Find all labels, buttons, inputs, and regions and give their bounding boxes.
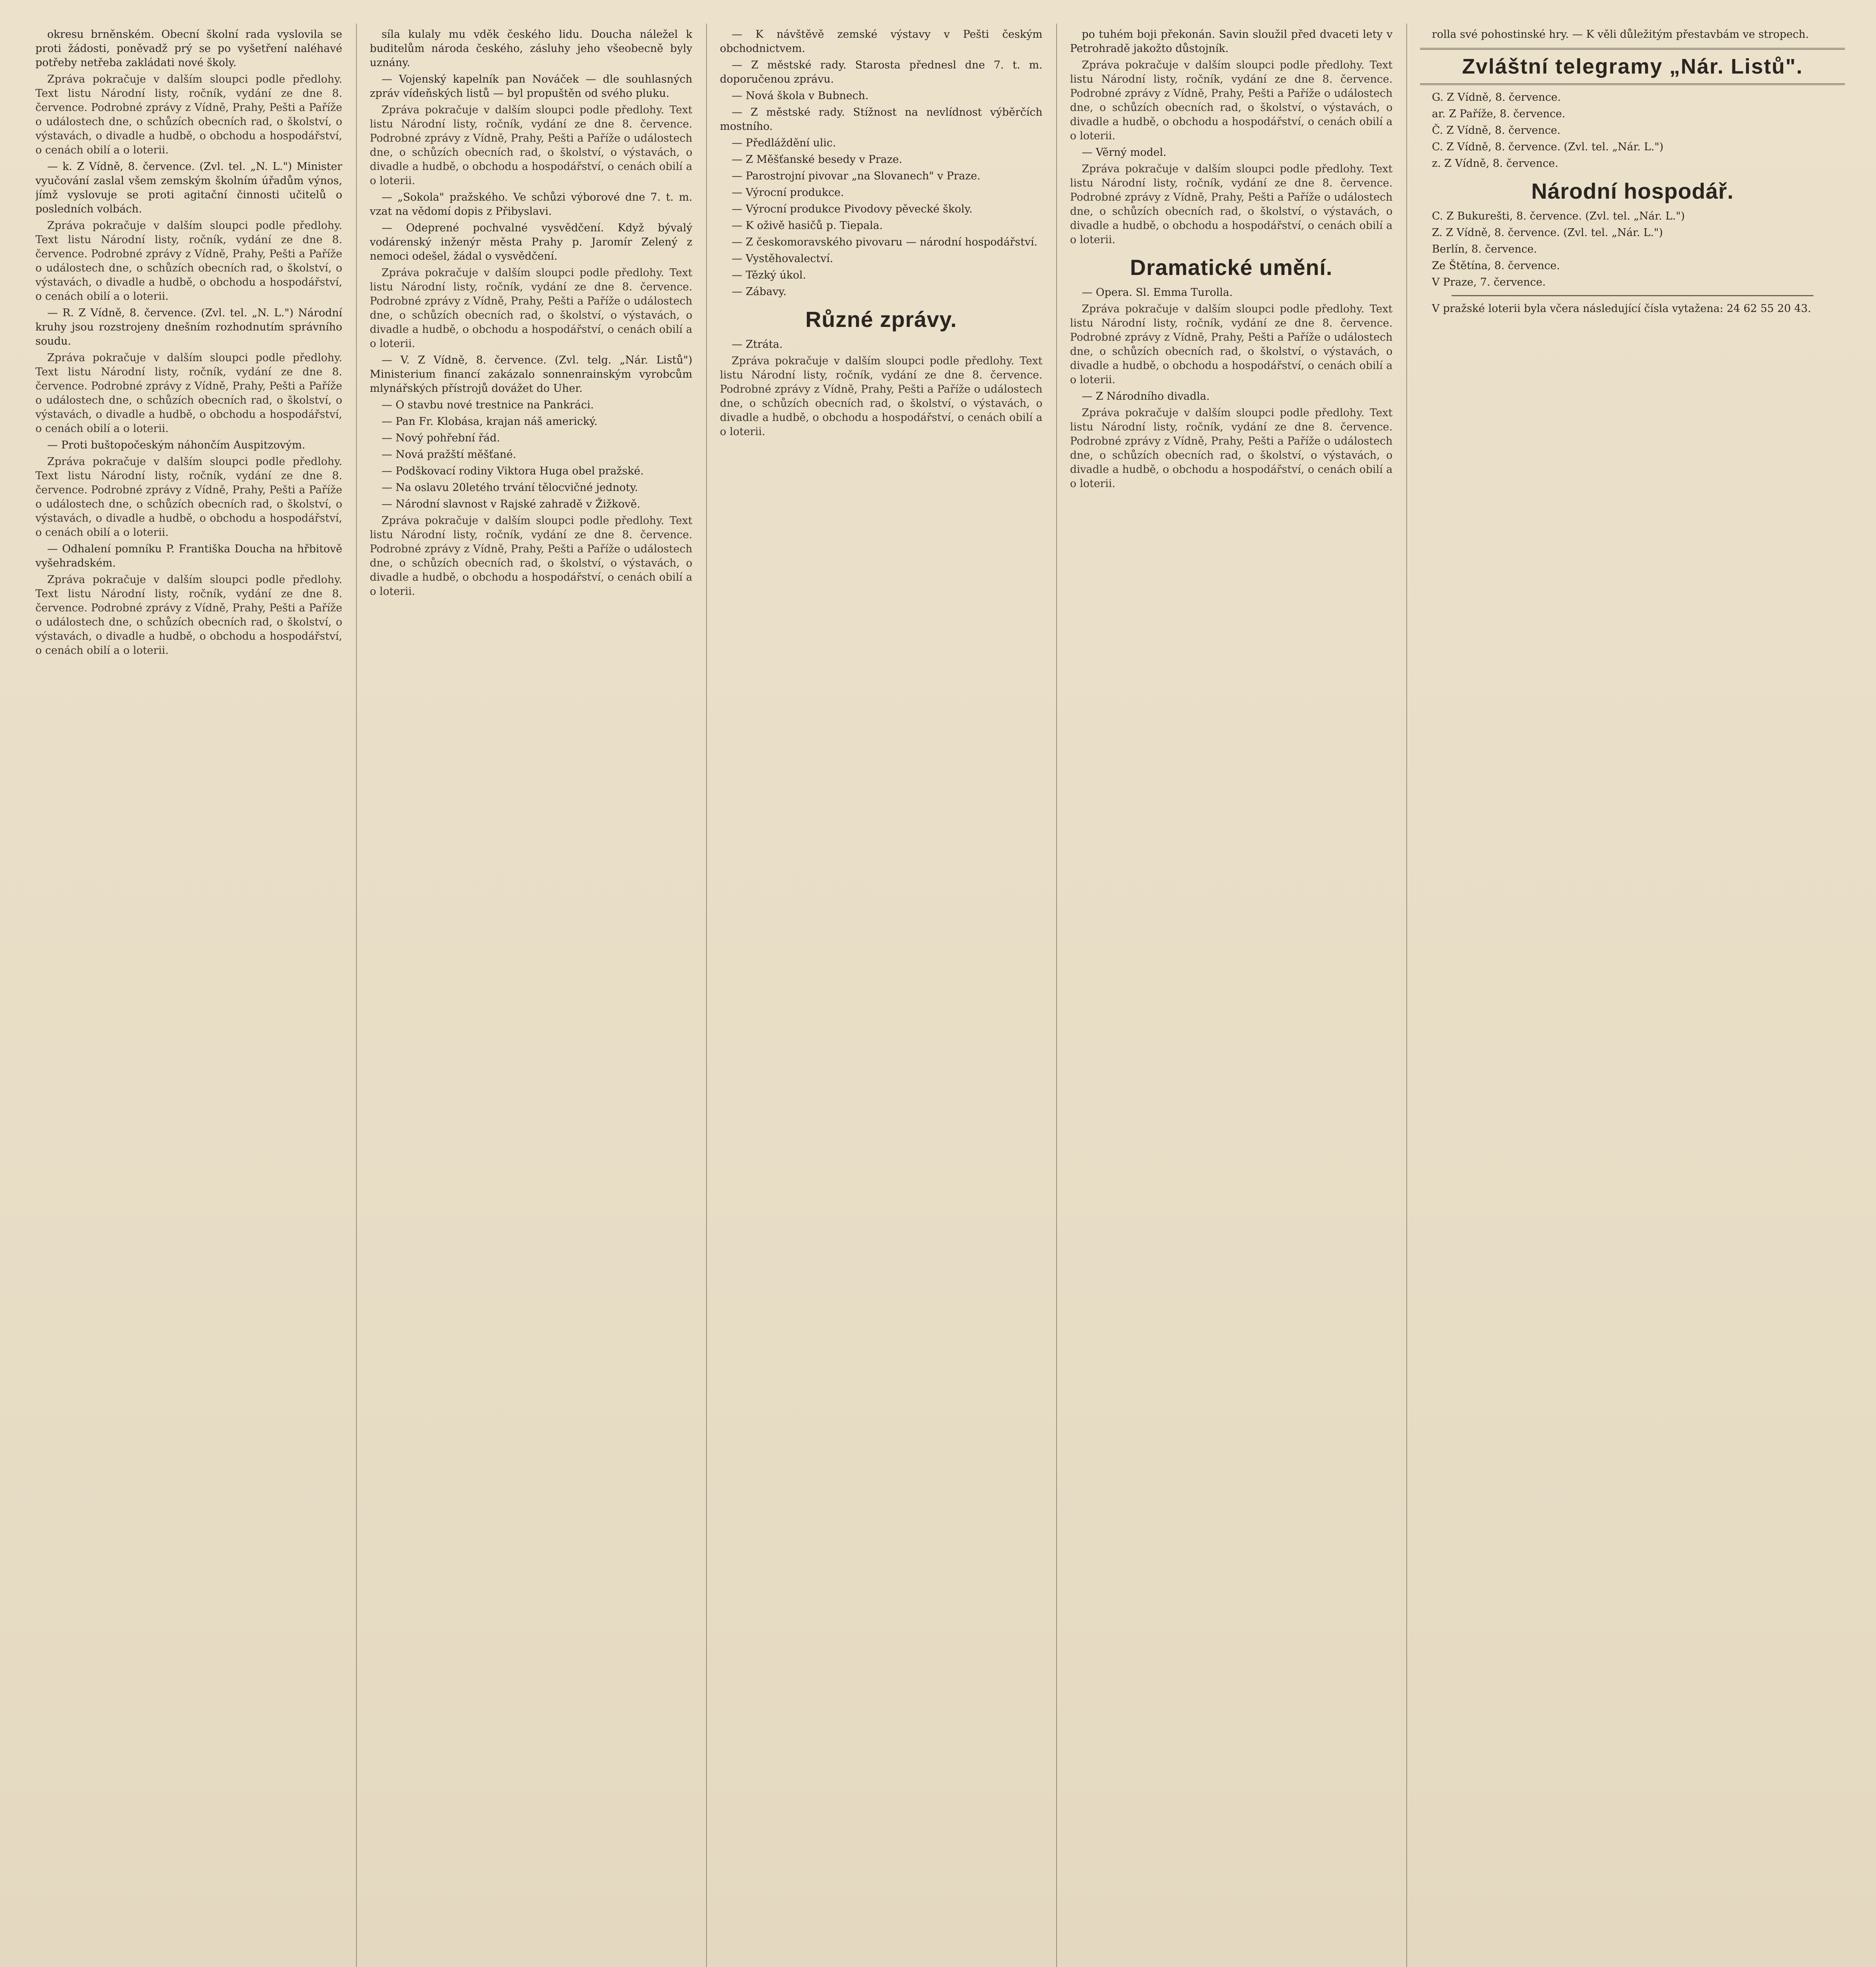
section-divider xyxy=(1452,295,1813,296)
article-paragraph: — Vystěhovalectví. xyxy=(732,253,833,265)
article-paragraph: rolla své pohostinské hry. — K věli důležitým přestavbám ve stropech. xyxy=(1432,28,1809,41)
section-title: Různé zprávy. xyxy=(805,307,957,332)
article-paragraph: — Předláždění ulic. xyxy=(732,137,836,149)
article-paragraph: — Z Měšťanské besedy v Praze. xyxy=(732,153,902,166)
column-rule xyxy=(356,24,357,1967)
article-paragraph: Zpráva pokračuje v dalším sloupci podle předlohy. Text listu Národní listy, ročník, vydání ze dne 8. července. Podrobné zprávy z Vídně, Prahy, Pešti a Paříže o událostech dne, o schůzích obecních rad, o školství, o výstavách, o divadle a hudbě, o obchodu a hospodářství, o cenách obilí a o loterii. xyxy=(1070,407,1393,490)
section-heading-art xyxy=(1070,254,1393,281)
article-paragraph: — Nová pražští měšťané. xyxy=(382,448,516,461)
text-column-1 xyxy=(35,28,342,1967)
article-paragraph: Zpráva pokračuje v dalším sloupci podle předlohy. Text listu Národní listy, ročník, vydání ze dne 8. července. Podrobné zprávy z Vídně, Prahy, Pešti a Paříže o událostech dne, o schůzích obecních rad, o školství, o výstavách, o divadle a hudbě, o obchodu a hospodářství, o cenách obilí a o loterii. xyxy=(35,352,342,435)
article-paragraph: Zpráva pokračuje v dalším sloupci podle předlohy. Text listu Národní listy, ročník, vydání ze dne 8. července. Podrobné zprávy z Vídně, Prahy, Pešti a Paříže o událostech dne, o schůzích obecních rad, o školství, o výstavách, o divadle a hudbě, o obchodu a hospodářství, o cenách obilí a o loterii. xyxy=(35,456,342,539)
article-paragraph: — Zábavy. xyxy=(732,286,787,298)
section-title: Zvláštní telegramy „Nár. Listů". xyxy=(1462,55,1803,78)
text-column-3 xyxy=(720,28,1042,1967)
article-paragraph: C. Z Bukurešti, 8. července. (Zvl. tel. „Nár. L.") xyxy=(1432,210,1685,222)
column-rule xyxy=(1056,24,1057,1967)
article-paragraph: — Národní slavnost v Rajské zahradě v Žižkově. xyxy=(382,498,640,510)
article-paragraph: — Z Národního divadla. xyxy=(1082,390,1210,402)
article-paragraph: Zpráva pokračuje v dalším sloupci podle předlohy. Text listu Národní listy, ročník, vydání ze dne 8. července. Podrobné zprávy z Vídně, Prahy, Pešti a Paříže o událostech dne, o schůzích obecních rad, o školství, o výstavách, o divadle a hudbě, o obchodu a hospodářství, o cenách obilí a o loterii. xyxy=(720,355,1042,438)
article-paragraph: — Proti buštopočeským náhončím Auspitzovým. xyxy=(47,439,306,451)
section-heading-news xyxy=(720,306,1042,333)
article-paragraph: — Podškovací rodiny Viktora Huga obel pražské. xyxy=(382,465,644,477)
article-paragraph: — Vojenský kapelník pan Nováček — dle souhlasných zpráv vídeňských listů — byl propuštěn od svého pluku. xyxy=(370,73,692,100)
article-paragraph: — Věrný model. xyxy=(1082,146,1167,159)
article-paragraph: — O stavbu nové trestnice na Pankráci. xyxy=(382,399,594,411)
article-paragraph: — Tězký úkol. xyxy=(732,269,806,281)
article-paragraph: Zpráva pokračuje v dalším sloupci podle předlohy. Text listu Národní listy, ročník, vydání ze dne 8. července. Podrobné zprávy z Vídně, Prahy, Pešti a Paříže o událostech dne, o schůzích obecních rad, o školství, o výstavách, o divadle a hudbě, o obchodu a hospodářství, o cenách obilí a o loterii. xyxy=(35,574,342,657)
article-paragraph: C. Z Vídně, 8. července. (Zvl. tel. „Nár. L.") xyxy=(1432,141,1664,153)
article-paragraph: — Ztráta. xyxy=(732,338,783,351)
article-paragraph: Berlín, 8. července. xyxy=(1432,243,1537,255)
article-paragraph: — K návštěvě zemské výstavy v Pešti českým obchodnictvem. xyxy=(720,28,1042,55)
section-title: Dramatické umění. xyxy=(1130,255,1333,280)
article-paragraph: Zpráva pokračuje v dalším sloupci podle předlohy. Text listu Národní listy, ročník, vydání ze dne 8. července. Podrobné zprávy z Vídně, Prahy, Pešti a Paříže o událostech dne, o schůzích obecních rad, o školství, o výstavách, o divadle a hudbě, o obchodu a hospodářství, o cenách obilí a o loterii. xyxy=(1070,303,1393,386)
article-paragraph: — „Sokola" pražského. Ve schůzi výborové dne 7. t. m. vzat na vědomí dopis z Přibyslavi. xyxy=(370,191,692,218)
article-paragraph: — Z českomoravského pivovaru — národní hospodářství. xyxy=(732,236,1038,248)
article-paragraph: Zpráva pokračuje v dalším sloupci podle předlohy. Text listu Národní listy, ročník, vydání ze dne 8. července. Podrobné zprávy z Vídně, Prahy, Pešti a Paříže o událostech dne, o schůzích obecních rad, o školství, o výstavách, o divadle a hudbě, o obchodu a hospodářství, o cenách obilí a o loterii. xyxy=(1070,163,1393,246)
article-paragraph: Zpráva pokračuje v dalším sloupci podle předlohy. Text listu Národní listy, ročník, vydání ze dne 8. července. Podrobné zprávy z Vídně, Prahy, Pešti a Paříže o událostech dne, o schůzích obecních rad, o školství, o výstavách, o divadle a hudbě, o obchodu a hospodářství, o cenách obilí a o loterii. xyxy=(370,267,692,350)
article-paragraph: V pražské loterii byla včera následující čísla vytažena: 24 62 55 20 43. xyxy=(1432,303,1811,315)
column-rule xyxy=(706,24,707,1967)
article-paragraph: — k. Z Vídně, 8. července. (Zvl. tel. „N. L.") Minister vyučování zaslal všem zemským školním úřadům výnos, jímž vyslovuje se proti agitační činnosti učitelů o posledních volbách. xyxy=(35,161,342,215)
article-paragraph: — K oživě hasičů p. Tiepala. xyxy=(732,220,883,232)
section-heading-economy xyxy=(1420,178,1845,205)
article-paragraph: po tuhém boji překonán. Savin sloužil před dvaceti lety v Petrohradě jakožto důstojník. xyxy=(1070,28,1393,55)
article-paragraph: Zpráva pokračuje v dalším sloupci podle předlohy. Text listu Národní listy, ročník, vydání ze dne 8. července. Podrobné zprávy z Vídně, Prahy, Pešti a Paříže o událostech dne, o schůzích obecních rad, o školství, o výstavách, o divadle a hudbě, o obchodu a hospodářství, o cenách obilí a o loterii. xyxy=(35,73,342,156)
article-paragraph: — Parostrojní pivovar „na Slovanech" v Praze. xyxy=(732,170,981,182)
article-paragraph: — Pan Fr. Klobása, krajan náš americký. xyxy=(382,415,598,428)
article-paragraph: okresu brněnském. Obecní školní rada vyslovila se proti žádosti, poněvadž prý se po vyšetření naléhavé potřeby netřeba zakládati nové školy. xyxy=(35,28,342,69)
text-column-5 xyxy=(1420,28,1845,1967)
article-paragraph: — Z městské rady. Starosta přednesl dne 7. t. m. doporučenou zprávu. xyxy=(720,59,1042,85)
article-paragraph: G. Z Vídně, 8. července. xyxy=(1432,91,1561,103)
article-paragraph: — Výrocní produkce Pivodovy pěvecké školy. xyxy=(732,203,973,215)
text-column-4 xyxy=(1070,28,1393,1967)
column-rule xyxy=(1406,24,1407,1967)
article-paragraph: Zpráva pokračuje v dalším sloupci podle předlohy. Text listu Národní listy, ročník, vydání ze dne 8. července. Podrobné zprávy z Vídně, Prahy, Pešti a Paříže o událostech dne, o schůzích obecních rad, o školství, o výstavách, o divadle a hudbě, o obchodu a hospodářství, o cenách obilí a o loterii. xyxy=(1070,59,1393,142)
article-paragraph: V Praze, 7. července. xyxy=(1432,276,1546,288)
article-paragraph: Zpráva pokračuje v dalším sloupci podle předlohy. Text listu Národní listy, ročník, vydání ze dne 8. července. Podrobné zprávy z Vídně, Prahy, Pešti a Paříže o událostech dne, o schůzích obecních rad, o školství, o výstavách, o divadle a hudbě, o obchodu a hospodářství, o cenách obilí a o loterii. xyxy=(370,515,692,598)
article-paragraph: Zpráva pokračuje v dalším sloupci podle předlohy. Text listu Národní listy, ročník, vydání ze dne 8. července. Podrobné zprávy z Vídně, Prahy, Pešti a Paříže o událostech dne, o schůzích obecních rad, o školství, o výstavách, o divadle a hudbě, o obchodu a hospodářství, o cenách obilí a o loterii. xyxy=(370,104,692,187)
article-paragraph: — V. Z Vídně, 8. července. (Zvl. telg. „Nár. Listů") Ministerium financí zakázalo sonnenrainským vyrobcům mlynářských přístrojů dovážet do Uher. xyxy=(370,354,692,395)
article-paragraph: — Nová škola v Bubnech. xyxy=(732,90,869,102)
article-paragraph: — Opera. Sl. Emma Turolla. xyxy=(1082,286,1233,299)
article-paragraph: síla kulaly mu vděk českého lidu. Doucha náležel k buditelům národa českého, zásluhy jeho všeobecně byly uznány. xyxy=(370,28,692,69)
article-paragraph: — Odhalení pomníku P. Františka Doucha na hřbitově vyšehradském. xyxy=(35,543,342,569)
article-paragraph: Z. Z Vídně, 8. července. (Zvl. tel. „Nár. L.") xyxy=(1432,227,1663,239)
article-paragraph: — Z městské rady. Stížnost na nevlídnost výběrčích mostního. xyxy=(720,106,1042,133)
text-column-2 xyxy=(370,28,692,1967)
article-paragraph: ar. Z Paříže, 8. července. xyxy=(1432,108,1566,120)
article-paragraph: Č. Z Vídně, 8. července. xyxy=(1432,124,1561,137)
article-paragraph: Ze Štětína, 8. července. xyxy=(1432,260,1560,272)
article-paragraph: — Na oslavu 20letého trvání tělocvičné jednoty. xyxy=(382,482,638,494)
article-paragraph: Zpráva pokračuje v dalším sloupci podle předlohy. Text listu Národní listy, ročník, vydání ze dne 8. července. Podrobné zprávy z Vídně, Prahy, Pešti a Paříže o událostech dne, o schůzích obecních rad, o školství, o výstavách, o divadle a hudbě, o obchodu a hospodářství, o cenách obilí a o loterii. xyxy=(35,220,342,303)
section-title: Národní hospodář. xyxy=(1531,179,1734,203)
article-paragraph: z. Z Vídně, 8. července. xyxy=(1432,157,1559,170)
article-paragraph: — Výrocní produkce. xyxy=(732,186,844,199)
article-paragraph: — Nový pohřební řád. xyxy=(382,432,500,444)
article-paragraph: — Odeprené pochvalné vysvědčení. Když bývalý vodárenský inženýr města Prahy p. Jaromír Zelený z nemoci odešel, žádal o vysvědčení. xyxy=(370,222,692,262)
article-paragraph: — R. Z Vídně, 8. července. (Zvl. tel. „N. L.") Národní kruhy jsou rozstrojeny dnešním rozhodnutím správního soudu. xyxy=(35,307,342,347)
section-heading-telegrams xyxy=(1420,48,1845,85)
